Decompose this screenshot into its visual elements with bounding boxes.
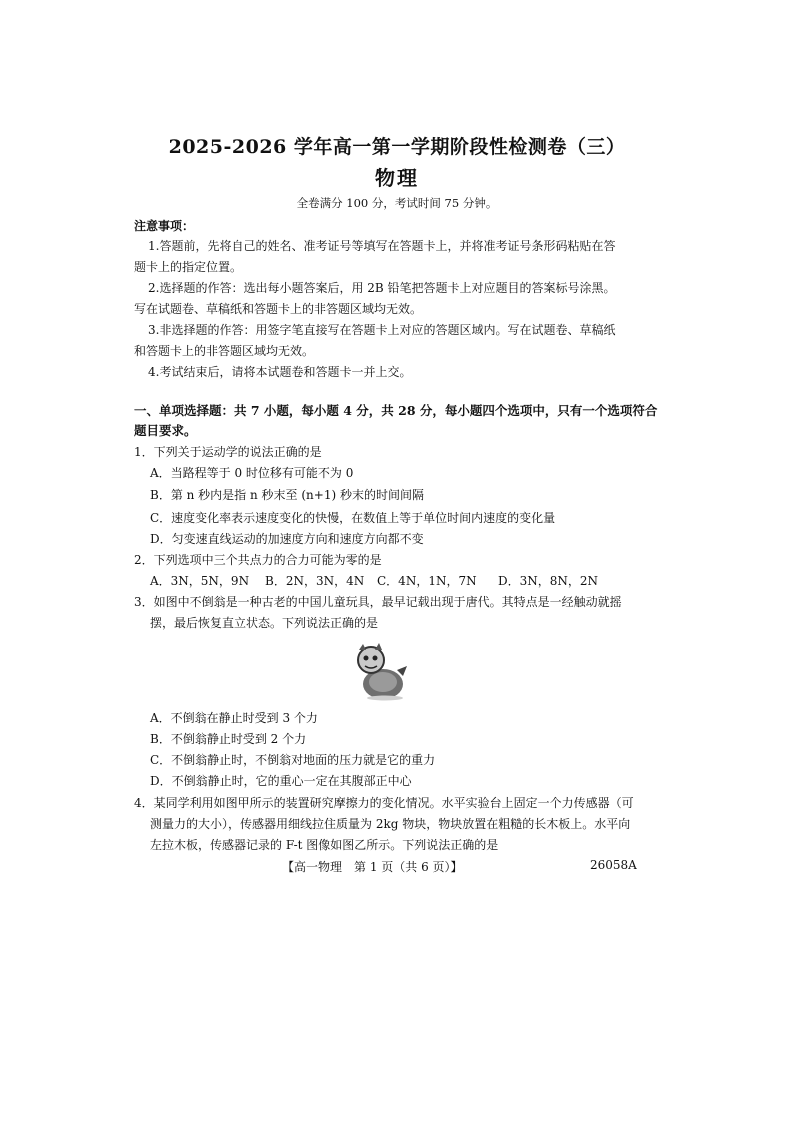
- notice-item-2-line2: 写在试题卷、草稿纸和答题卡上的非答题区域均无效。: [134, 302, 423, 316]
- q2-option-b: B．2N，3N，4N: [265, 574, 365, 588]
- q4-stem-line3: 左拉木板，传感器记录的 F-t 图像如图乙所示。下列说法正确的是: [150, 838, 499, 852]
- q1-option-b: B．第 n 秒内是指 n 秒末至 (n+1) 秒末的时间间隔: [150, 488, 424, 502]
- q3-stem-line1: 3．如图中不倒翁是一种古老的中国儿童玩具，最早记载出现于唐代。其特点是一经触动就摇: [134, 595, 622, 609]
- notice-item-3-line2: 和答题卡上的非答题区域均无效。: [134, 344, 315, 358]
- notice-item-1-line2: 题卡上的指定位置。: [134, 260, 243, 274]
- notice-heading: 注意事项：: [134, 219, 195, 233]
- score-info: 全卷满分 100 分，考试时间 75 分钟。: [296, 196, 498, 210]
- q4-stem-line2: 测量力的大小），传感器用细线拉住质量为 2kg 物块，物块放置在粗糙的长木板上。水平向: [150, 817, 631, 831]
- section-heading-cont: 题目要求。: [134, 423, 197, 438]
- q1-option-c: C．速度变化率表示速度变化的快慢，在数值上等于单位时间内速度的变化量: [150, 511, 556, 525]
- section-heading: 一、单项选择题：共 7 小题，每小题 4 分，共 28 分，每小题四个选项中，只有一个选项符合: [134, 403, 658, 418]
- notice-item-3-line1: 3.非选择题的作答：用签字笔直接写在答题卡上对应的答题区域内。写在试题卷、草稿纸: [148, 323, 616, 337]
- notice-item-2-line1: 2.选择题的作答：选出每小题答案后，用 2B 铅笔把答题卡上对应题目的答案标号涂黑。: [148, 281, 616, 295]
- q1-option-d: D．匀变速直线运动的加速度方向和速度方向都不变: [150, 532, 424, 546]
- page-footer: 【高一物理 第 1 页（共 6 页）】: [282, 860, 463, 874]
- notice-item-1-line1: 1.答题前，先将自己的姓名、准考证号等填写在答题卡上，并将准考证号条形码粘贴在答: [148, 239, 616, 253]
- q2-option-c: C．4N，1N，7N: [377, 574, 477, 588]
- q1-option-a: A．当路程等于 0 时位移有可能不为 0: [150, 466, 354, 480]
- q1-stem: 1．下列关于运动学的说法正确的是: [134, 445, 322, 459]
- q2-option-d: D．3N，8N，2N: [498, 574, 599, 588]
- q3-option-c: C．不倒翁静止时，不倒翁对地面的压力就是它的重力: [150, 753, 436, 767]
- subject-title: 物理: [375, 166, 419, 190]
- q3-option-a: A．不倒翁在静止时受到 3 个力: [150, 711, 318, 725]
- q2-option-a: A．3N，5N，9N: [150, 574, 250, 588]
- q2-stem: 2．下列选项中三个共点力的合力可能为零的是: [134, 553, 382, 567]
- q3-option-d: D．不倒翁静止时，它的重心一定在其腹部正中心: [150, 774, 412, 788]
- q4-stem-line1: 4．某同学利用如图甲所示的装置研究摩擦力的变化情况。水平实验台上固定一个力传感器（可: [134, 796, 634, 810]
- notice-item-4-line1: 4.考试结束后，请将本试题卷和答题卡一并上交。: [148, 365, 412, 379]
- exam-title: 2025-2026 学年高一第一学期阶段性检测卷（三）: [168, 136, 626, 158]
- q3-stem-line2: 摆，最后恢复直立状态。下列说法正确的是: [150, 616, 379, 630]
- q3-option-b: B．不倒翁静止时受到 2 个力: [150, 732, 307, 746]
- exam-code: 26058A: [590, 858, 637, 872]
- tumbler-toy-image: [345, 640, 415, 702]
